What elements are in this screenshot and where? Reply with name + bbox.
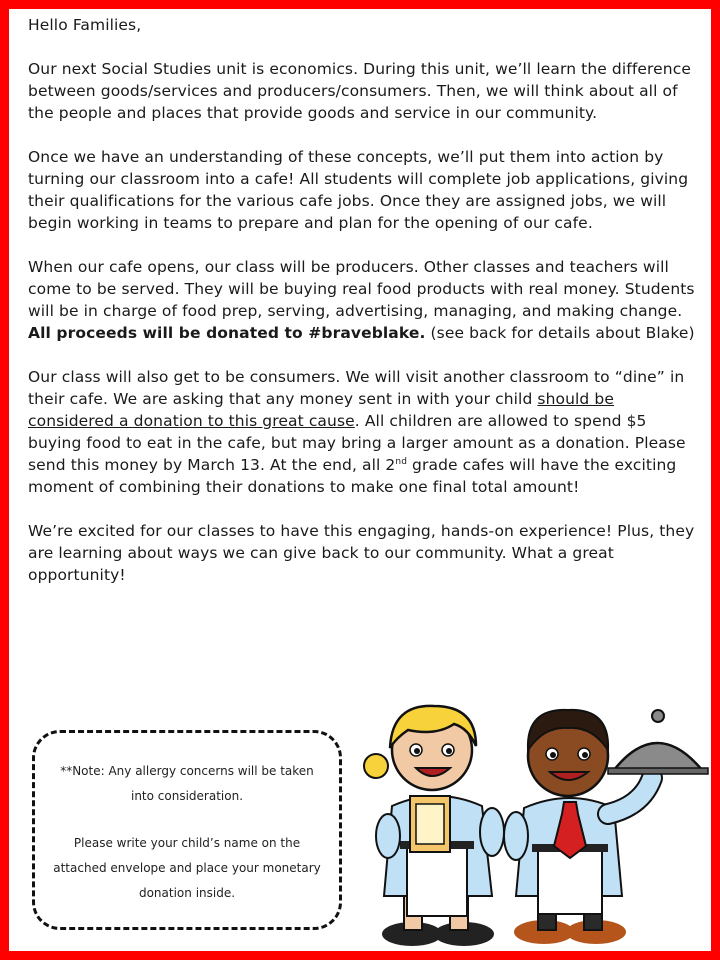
paragraph-3-text: When our cafe opens, our class will be producers. Other classes and teachers will come to be served. They will be buying real food products with real money. Students will be in charge of food prep, serving, advertising, managing, and making change. xyxy=(28,258,695,320)
ordinal-suffix: nd xyxy=(395,456,408,467)
paragraph-3 xyxy=(28,256,700,344)
boy-waiter xyxy=(504,710,708,944)
paragraph-5: We’re excited for our classes to have this engaging, hands-on experience! Plus, they are learning about ways we can give back to our community. What a great opportunity! xyxy=(28,522,695,584)
note-allergy: **Note: Any allergy concerns will be taken into consideration. xyxy=(60,764,314,803)
allergy-note-box xyxy=(32,730,342,930)
paragraph-4-text-a: Our class will also get to be consumers. We will visit another classroom to “dine” in their cafe. We are asking that any money sent in with your child xyxy=(28,368,685,408)
greeting: Hello Families, xyxy=(28,16,142,34)
paragraph-4-text-c: grade cafes will have the exciting moment of combining their donations to make one final total amount! xyxy=(28,456,677,496)
donation-underline: should be considered a donation to this great cause xyxy=(28,390,614,430)
paragraph-1: Our next Social Studies unit is economics. During this unit, we’ll learn the difference between goods/services and producers/consumers. Then, we will think about all of the people and places that provide goods and service in our community. xyxy=(28,60,691,122)
paragraph-4 xyxy=(28,366,700,498)
see-back-note: (see back for details about Blake) xyxy=(430,324,695,342)
letter-body xyxy=(28,14,700,608)
note-envelope: Please write your child’s name on the attached envelope and place your monetary donation inside. xyxy=(53,836,321,900)
paragraph-2: Once we have an understanding of these concepts, we’ll put them into action by turning our classroom into a cafe! All students will complete job applications, giving their qualifications for the various cafe jobs. Once they are assigned jobs, we will begin working in teams to prepare and plan for the opening of our cafe. xyxy=(28,148,689,232)
girl-waiter xyxy=(364,706,504,946)
donation-statement: All proceeds will be donated to #braveblake. xyxy=(28,324,426,342)
paragraph-4-text-b: . All children are allowed to spend $5 buying food to eat in the cafe, but may bring a larger amount as a donation. Please send this money by March 13. At the end, all 2 xyxy=(28,412,686,474)
waiter-kids-illustration xyxy=(352,696,714,950)
